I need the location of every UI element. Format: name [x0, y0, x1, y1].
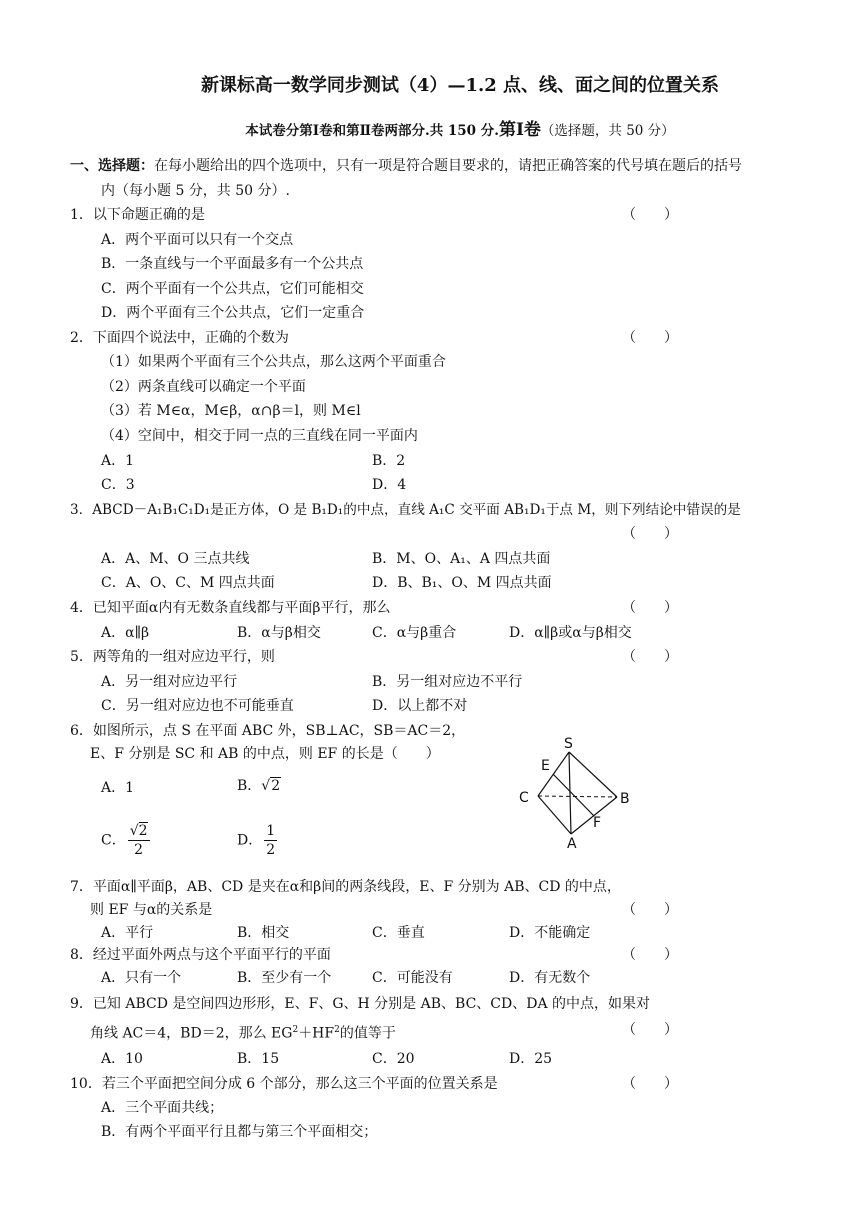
q7-stem-line1: 7．平面α∥平面β，AB、CD 是夹在α和β间的两条线段，E、F 分别为 AB、CD 的中点，	[70, 879, 621, 895]
q9-answer-paren: （ ）	[622, 1022, 678, 1038]
q4-option-a: A．α∥β	[101, 625, 150, 641]
q10-answer-paren: （ ）	[622, 1076, 678, 1092]
q8-option-d: D．有无数个	[509, 970, 591, 986]
q2-answer-paren: （ ）	[622, 330, 678, 346]
page-title: 新课标高一数学同步测试（4）—1.2 点、线、面之间的位置关系	[200, 75, 720, 96]
q2-stem: 2．下面四个说法中，正确的个数为	[70, 330, 289, 346]
q10-stem: 10．若三个平面把空间分成 6 个部分，那么这三个平面的位置关系是	[70, 1076, 498, 1092]
q6-option-c	[101, 822, 150, 859]
q7-option-d: D．不能确定	[509, 925, 591, 941]
q2-item-3: （3）若 M∈α，M∈β，α∩β＝l，则 M∈l	[101, 403, 361, 419]
subtitle-rest: （选择题，共 50 分）	[540, 123, 675, 139]
q3-option-a: A．A、M、O 三点共线	[101, 551, 250, 567]
label-c: C	[519, 790, 529, 806]
q8-answer-paren: （ ）	[622, 947, 678, 963]
q5-option-c: C．另一组对应边也不可能垂直	[101, 698, 294, 714]
q3-option-c: C．A、O、C、M 四点共面	[101, 575, 275, 591]
q1-option-b: B．一条直线与一个平面最多有一个公共点	[101, 256, 364, 272]
q9-option-c: C．20	[372, 1051, 415, 1067]
q9-option-d: D．25	[509, 1051, 553, 1067]
q1-answer-paren: （ ）	[622, 207, 678, 223]
q2-item-2: （2）两条直线可以确定一个平面	[101, 379, 306, 395]
q6-option-b	[237, 777, 281, 795]
fraction-denominator: 2	[266, 842, 276, 858]
q4-option-d: D．α∥β或α与β相交	[509, 625, 632, 641]
q2-option-a: A．1	[101, 453, 135, 469]
q6-geometry-figure	[512, 734, 642, 852]
q7-answer-paren: （ ）	[622, 902, 678, 918]
q7-option-c: C．垂直	[372, 925, 425, 941]
fraction-denominator: 2	[134, 842, 144, 858]
q5-option-a: A．另一组对应边平行	[101, 674, 238, 690]
q6-option-b-radicand: 2	[271, 778, 281, 794]
q9-stem-line2	[90, 1021, 396, 1043]
instruction-line2: 内（每小题 5 分，共 50 分）.	[101, 183, 290, 199]
q9-stem-part-b: ＋HF	[298, 1025, 335, 1042]
q9-stem-part-a: 角线 AC＝4，BD＝2，那么 EG	[90, 1025, 293, 1042]
q5-option-d: D．以上都不对	[372, 698, 468, 714]
q6-option-c-label: C．	[101, 832, 126, 849]
fraction-numerator: √2	[129, 823, 148, 839]
label-b: B	[620, 791, 630, 807]
q2-option-d: D．4	[372, 477, 407, 493]
q10-option-b: B．有两个平面平行且都与第三个平面相交；	[101, 1124, 378, 1140]
edge-sb	[569, 752, 617, 797]
q10-option-a: A．三个平面共线；	[101, 1100, 224, 1116]
segment-ef	[553, 774, 594, 816]
superscript: 2	[334, 1025, 340, 1035]
q8-stem: 8．经过平面外两点与这个平面平行的平面	[70, 947, 331, 963]
edge-sa	[569, 752, 571, 834]
q8-option-a: A．只有一个	[101, 970, 182, 986]
fraction-numerator: 1	[266, 823, 276, 839]
q9-stem-line1: 9．已知 ABCD 是空间四边形形，E、F、G、H 分别是 AB、BC、CD、DA 的中点，如果对	[70, 996, 651, 1012]
q8-option-b: B．至少有一个	[237, 970, 332, 986]
q3-option-d: D．B、B₁、O、M 四点共面	[372, 575, 552, 591]
subtitle-part: 第Ⅰ卷	[498, 120, 541, 140]
q9-option-a: A．10	[101, 1051, 143, 1067]
q6-option-c-fraction	[128, 822, 150, 859]
q6-option-d	[237, 822, 277, 859]
q3-stem: 3．ABCD－A₁B₁C₁D₁是正方体，O 是 B₁D₁的中点，直线 A₁C 交平面 AB₁D₁于点 M，则下列结论中错误的是	[70, 502, 741, 518]
q4-stem: 4．已知平面α内有无数条直线都与平面β平行，那么	[70, 600, 391, 616]
q9-option-b: B．15	[237, 1051, 280, 1067]
q6-option-d-fraction	[264, 822, 277, 859]
q1-stem: 1．以下命题正确的是	[70, 207, 205, 223]
q9-stem-part-c: 的值等于	[339, 1025, 396, 1042]
edge-cb-dashed	[538, 796, 617, 797]
q6-option-b-label: B．	[237, 778, 262, 794]
label-f: F	[593, 815, 602, 831]
q3-answer-paren: （ ）	[622, 526, 678, 542]
q7-option-a: A．平行	[101, 925, 154, 941]
q2-option-b: B．2	[372, 453, 406, 469]
q5-option-b: B．另一组对应边不平行	[372, 674, 523, 690]
q5-stem: 5．两等角的一组对应边平行，则	[70, 649, 275, 665]
q4-option-c: C．α与β重合	[372, 625, 457, 641]
q6-option-d-label: D．	[237, 832, 263, 849]
section-label: 一、选择题：	[70, 158, 154, 174]
sqrt-symbol: √2	[261, 778, 281, 794]
q1-option-a: A．两个平面可以只有一个交点	[101, 232, 294, 248]
q4-option-b: B．α与β相交	[237, 625, 321, 641]
q2-item-4: （4）空间中，相交于同一点的三直线在同一平面内	[101, 428, 418, 444]
section-instruction	[70, 157, 742, 175]
q6-stem-line1: 6．如图所示，点 S 在平面 ABC 外，SB⊥AC，SB＝AC＝2，	[70, 723, 466, 739]
q2-option-c: C．3	[101, 477, 135, 493]
q6-stem-line2: E、F 分别是 SC 和 AB 的中点，则 EF 的长是（ ）	[90, 746, 440, 762]
instruction-line1: 在每小题给出的四个选项中，只有一项是符合题目要求的，请把正确答案的代号填在题后的括号	[154, 158, 742, 174]
q4-answer-paren: （ ）	[622, 600, 678, 616]
label-e: E	[541, 758, 550, 774]
q5-answer-paren: （ ）	[622, 649, 678, 665]
label-a: A	[567, 836, 577, 852]
q7-option-b: B．相交	[237, 925, 290, 941]
edge-ca	[538, 796, 571, 834]
page-subtitle	[0, 121, 860, 140]
q1-option-d: D．两个平面有三个公共点，它们一定重合	[101, 305, 365, 321]
q7-stem-line2: 则 EF 与α的关系是	[90, 902, 213, 918]
label-s: S	[564, 736, 573, 752]
q3-option-b: B．M、O、A₁、A 四点共面	[372, 551, 551, 567]
q6-option-a: A．1	[101, 780, 135, 796]
numerator-radicand: 2	[138, 823, 148, 839]
q8-option-c: C．可能没有	[372, 970, 453, 986]
subtitle-bold: 本试卷分第Ⅰ卷和第Ⅱ卷两部分.共 150 分.	[245, 123, 499, 139]
q1-option-c: C．两个平面有一个公共点，它们可能相交	[101, 281, 364, 297]
superscript: 2	[292, 1025, 299, 1035]
q2-item-1: （1）如果两个平面有三个公共点，那么这两个平面重合	[101, 354, 446, 370]
